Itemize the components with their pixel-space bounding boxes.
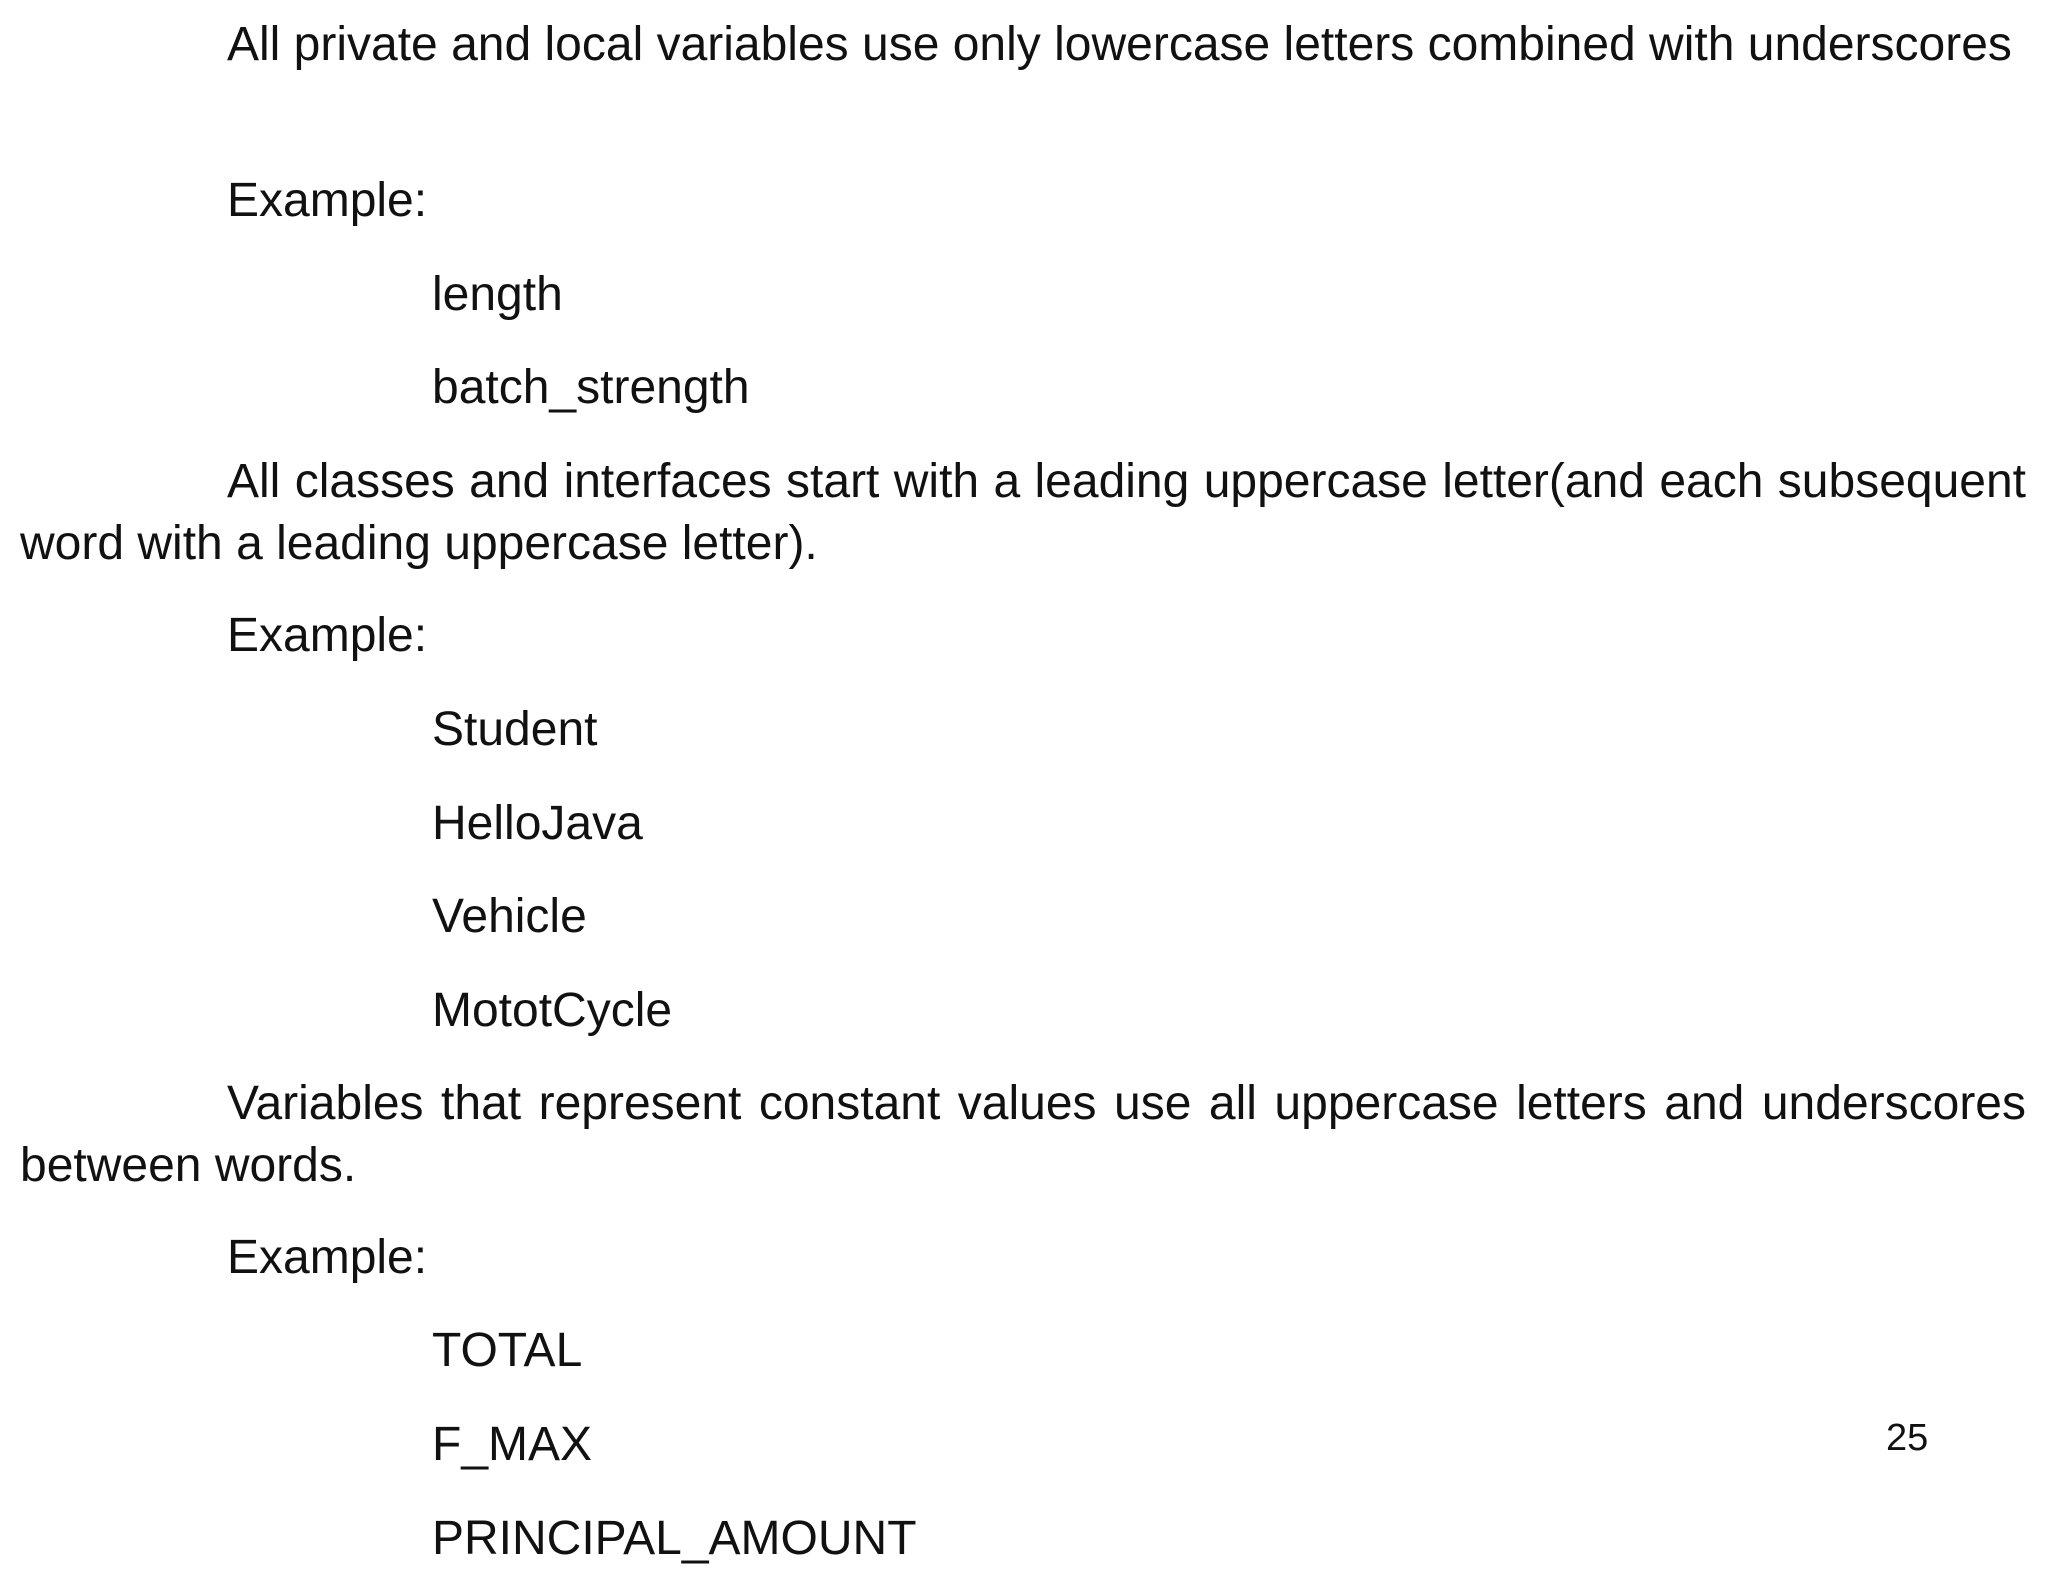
example-item: PRINCIPAL_AMOUNT [432, 1512, 917, 1565]
example-label: Example: [227, 609, 428, 662]
example-item: Vehicle [432, 890, 587, 943]
example-label: Example: [227, 174, 428, 227]
example-item: MototCycle [432, 984, 673, 1037]
example-item: F_MAX [432, 1418, 593, 1471]
rule-text-private-local-variables: All private and local variables use only lowercase letters combined with underscores [227, 18, 2012, 71]
example-label: Example: [227, 1231, 428, 1284]
example-item: TOTAL [432, 1324, 583, 1377]
rule-text-constant-values: Variables that represent constant values use all uppercase letters and underscores between words. [20, 1077, 2026, 1192]
example-item: HelloJava [432, 797, 643, 850]
page-number: 25 [1886, 1417, 1929, 1459]
example-item: Student [432, 703, 598, 756]
example-item: batch_strength [432, 361, 750, 414]
rule-text-classes-interfaces: All classes and interfaces start with a leading uppercase letter(and each subsequent word with a leading uppercase letter). [20, 455, 2026, 570]
example-item: length [432, 268, 563, 321]
